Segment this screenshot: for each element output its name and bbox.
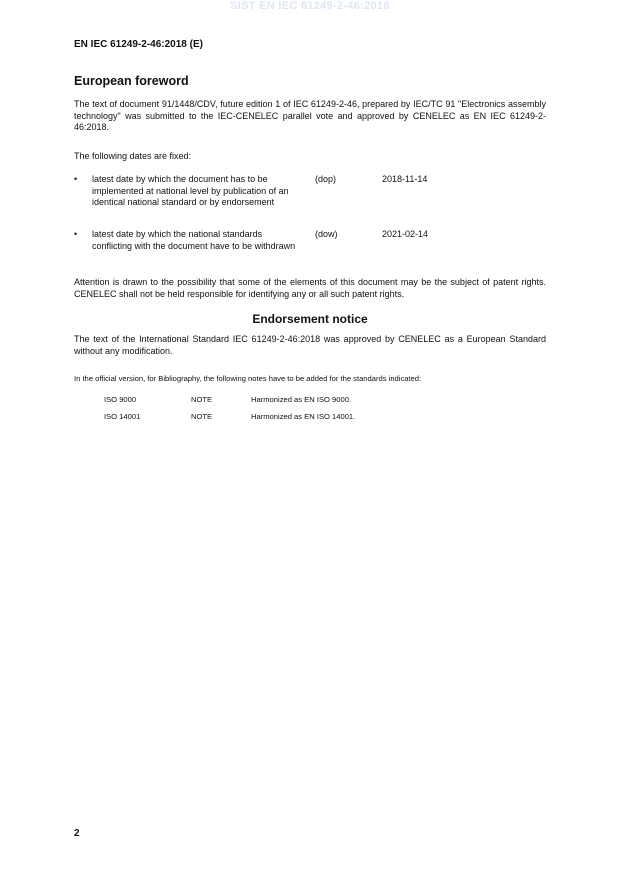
date-item-value: 2018-11-14 xyxy=(382,174,428,184)
note-standard: ISO 14001 xyxy=(104,412,141,421)
note-text: Harmonized as EN ISO 9000. xyxy=(251,395,352,404)
date-item-abbreviation: (dow) xyxy=(315,229,338,239)
note-text: Harmonized as EN ISO 14001. xyxy=(251,412,356,421)
note-label: NOTE xyxy=(191,395,213,404)
endorsement-paragraph: The text of the International Standard IEC 61249-2-46:2018 was approved by CENELEC as a European Standard without any modification. xyxy=(74,334,546,356)
date-item-value: 2021-02-14 xyxy=(382,229,429,239)
section-title-endorsement-notice: Endorsement notice xyxy=(252,312,368,326)
date-item-abbreviation: (dop) xyxy=(315,174,337,184)
foreword-intro-paragraph: The text of document 91/1448/CDV, future edition 1 of IEC 61249-2-46, prepared by IEC/TC 91 "Electronics assembly technology" was submitted to the IEC-CENELEC parallel vote and approved by CENELEC as EN IEC 61249-2-46:2018. xyxy=(74,99,546,133)
bullet-icon: • xyxy=(74,229,78,239)
section-title-european-foreword: European foreword xyxy=(74,74,189,88)
patent-attention-paragraph: Attention is drawn to the possibility that some of the elements of this document may be the subject of patent rights. CENELEC shall not be held responsible for identifying any or all such patent rights. xyxy=(74,277,546,299)
date-item-description: latest date by which the document has to be implemented at national level by publication of an identical national standard or by endorsement xyxy=(92,174,289,208)
document-identifier: EN IEC 61249-2-46:2018 (E) xyxy=(74,39,203,50)
note-standard: ISO 9000 xyxy=(104,395,137,404)
date-item-description: latest date by which the national standards conflicting with the document have to be withdrawn xyxy=(92,229,296,251)
page-number: 2 xyxy=(74,828,80,839)
bibliography-intro-paragraph: In the official version, for Bibliography, the following notes have to be added for the standards indicated: xyxy=(74,374,422,383)
note-label: NOTE xyxy=(191,412,213,421)
dates-intro-paragraph: The following dates are fixed: xyxy=(74,151,192,161)
watermark-text: SIST EN IEC 61249-2-46:2018 xyxy=(230,0,390,12)
bullet-icon: • xyxy=(74,174,78,184)
